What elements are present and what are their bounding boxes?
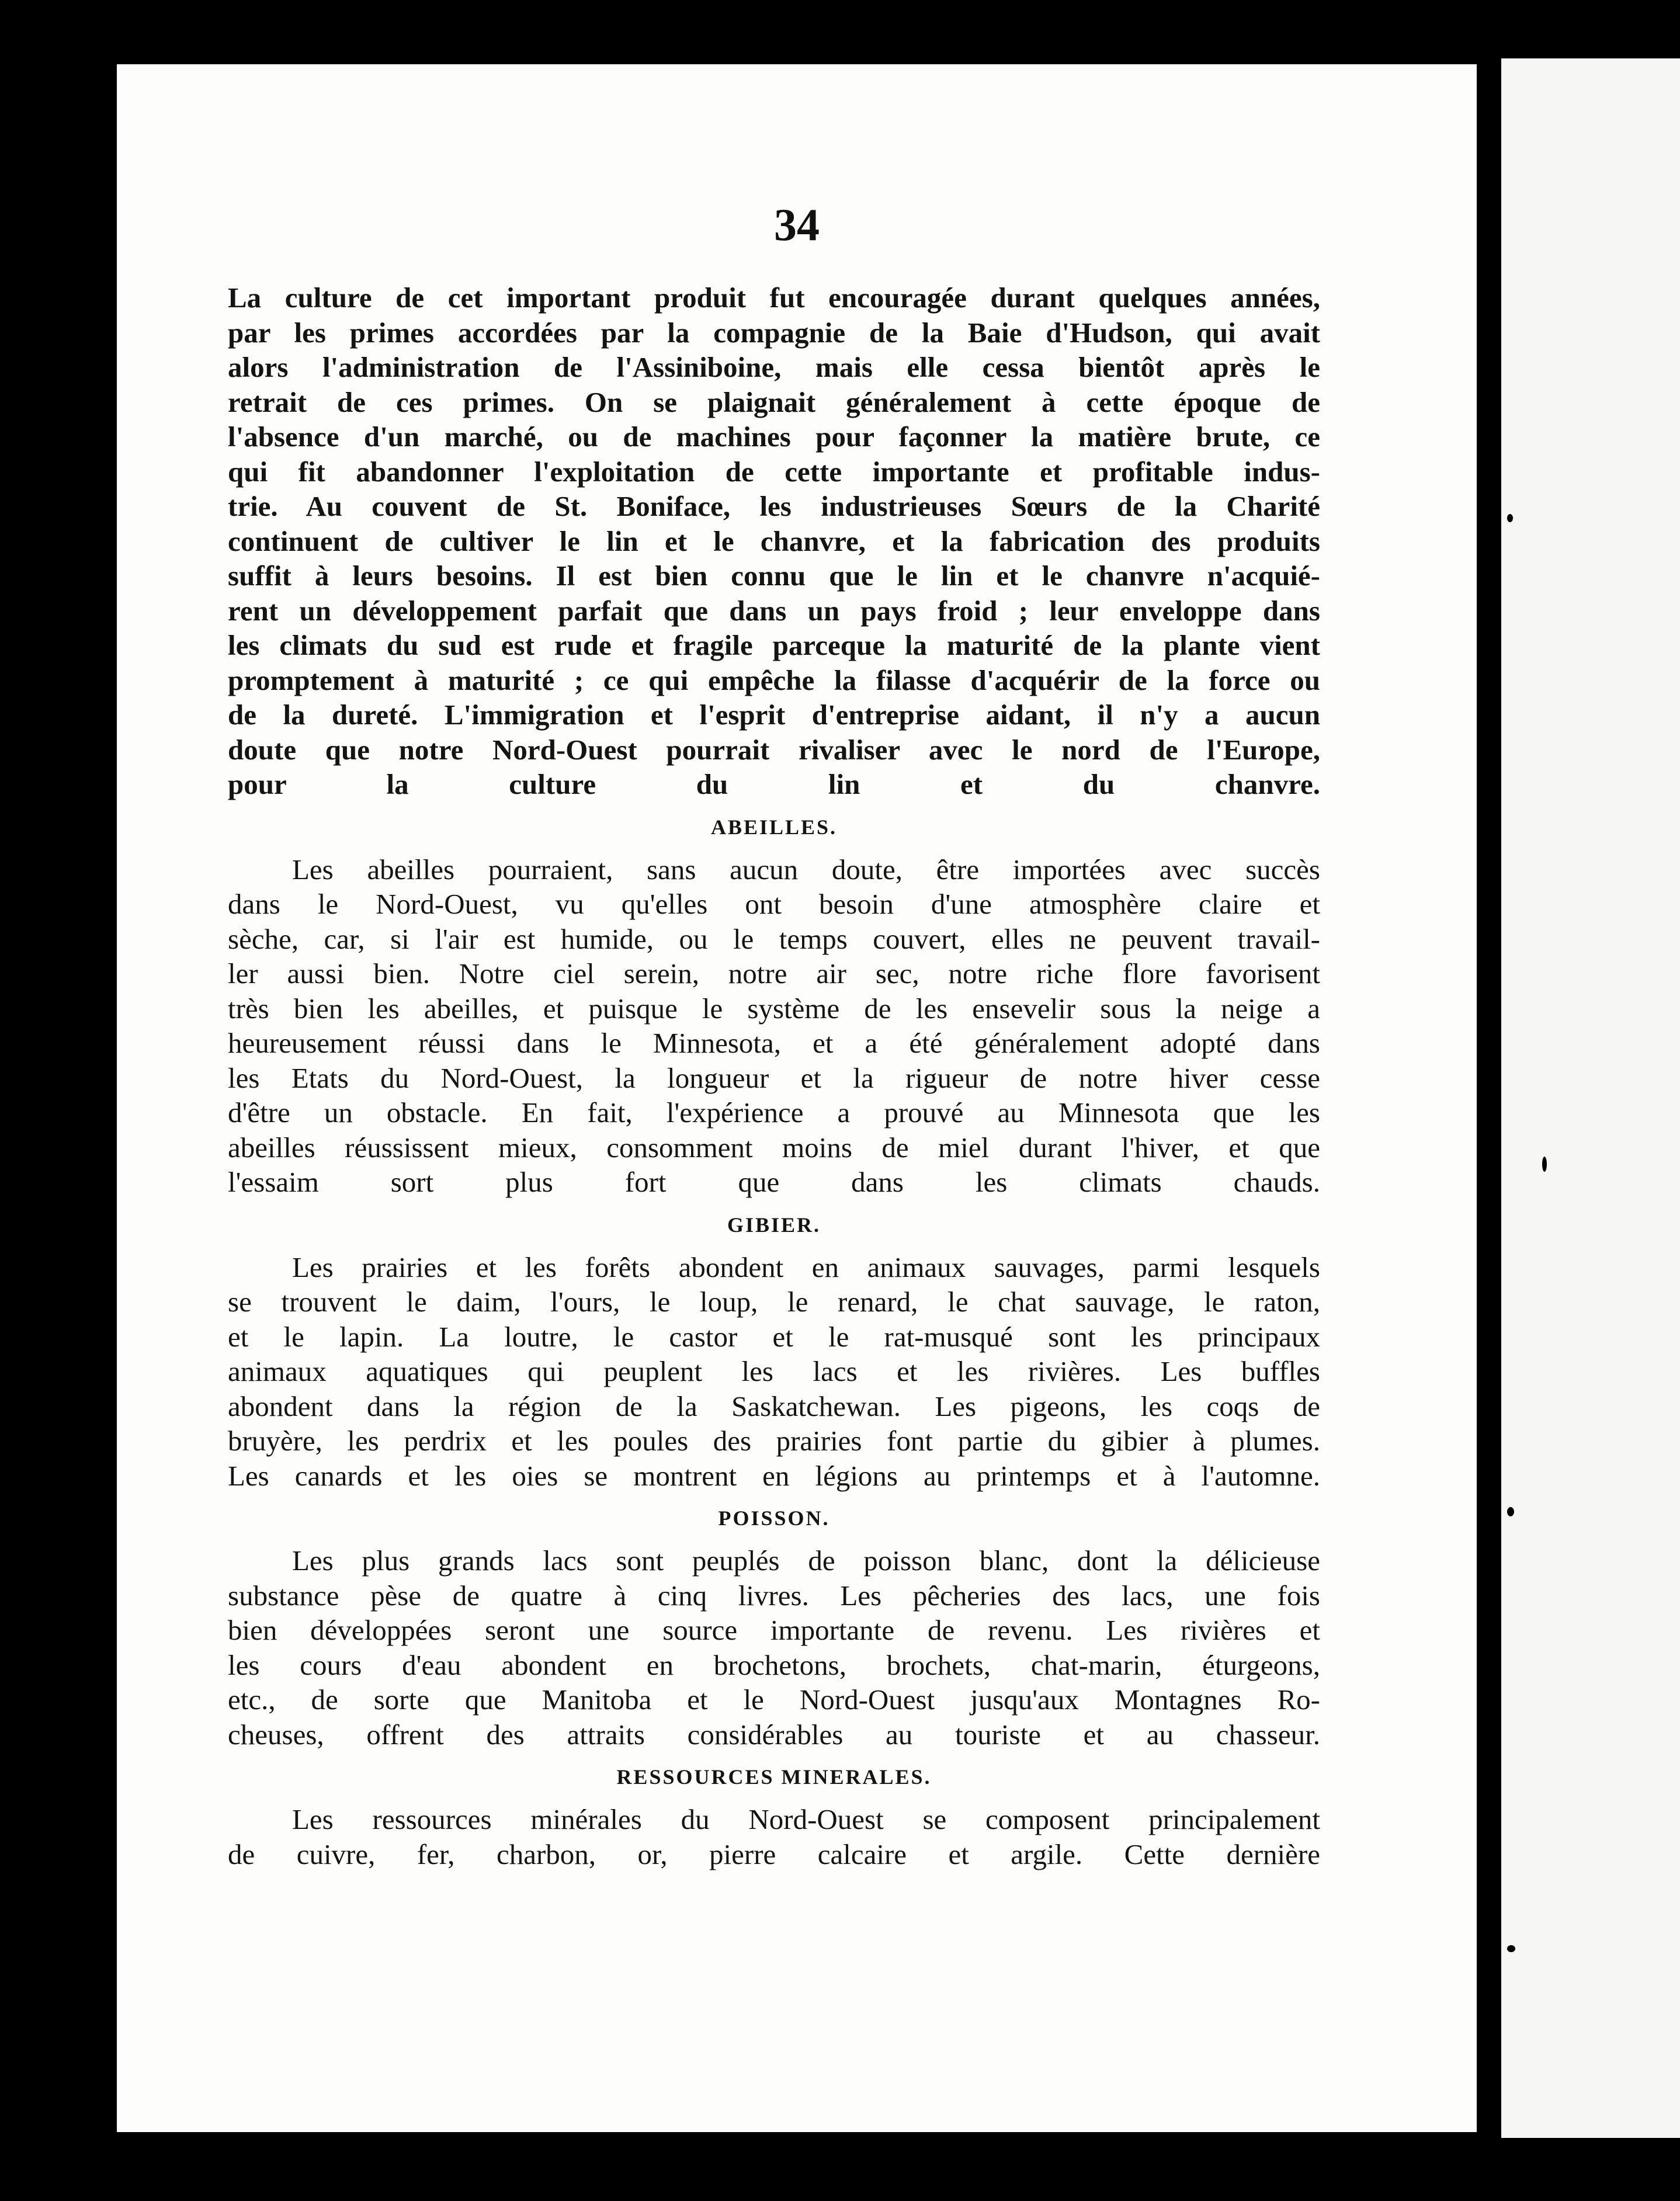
text-line: doute que notre Nord-Ouest pourrait rivaliser avec le nord de l'Europe, [228, 733, 1320, 766]
text-line: d'être un obstacle. En fait, l'expérience a prouvé au Minnesota que les [228, 1096, 1320, 1129]
section-heading-ressources-minerales: RESSOURCES MINERALES. [616, 1765, 932, 1789]
text-line: pour la culture du lin et du chanvre. [228, 768, 1320, 800]
text-line: bien développées seront une source importante de revenu. Les rivières et [228, 1614, 1320, 1646]
text-line: les cours d'eau abondent en brochetons, brochets, chat-marin, éturgeons, [228, 1648, 1320, 1681]
scan-speck [1542, 1157, 1547, 1172]
section-heading-gibier: GIBIER. [727, 1213, 821, 1237]
text-line: et le lapin. La loutre, le castor et le rat-musqué sont les principaux [228, 1320, 1320, 1353]
text-line: bruyère, les perdrix et les poules des prairies font partie du gibier à plumes. [228, 1425, 1320, 1457]
text-line: trie. Au couvent de St. Boniface, les industrieuses Sœurs de la Charité [228, 490, 1320, 522]
text-line: les Etats du Nord-Ouest, la longueur et la rigueur de notre hiver cesse [228, 1061, 1320, 1094]
text-line: sèche, car, si l'air est humide, ou le temps couvert, elles ne peuvent travail- [228, 922, 1320, 955]
text-line: de la dureté. L'immigration et l'esprit d'entreprise aidant, il n'y a aucun [228, 699, 1320, 731]
text-line: l'absence d'un marché, ou de machines pour façonner la matière brute, ce [228, 421, 1320, 453]
document-page [117, 64, 1477, 2132]
paragraph-abeilles [228, 852, 1320, 1200]
text-line: abondent dans la région de la Saskatchewan. Les pigeons, les coqs de [228, 1390, 1320, 1422]
text-line: animaux aquatiques qui peuplent les lacs et les rivières. Les buffles [228, 1355, 1320, 1387]
text-line: La culture de cet important produit fut encouragée durant quelques années, [228, 282, 1320, 314]
text-line: Les prairies et les forêts abondent en animaux sauvages, parmi lesquels [292, 1251, 1320, 1283]
paragraph-lin-chanvre [228, 280, 1320, 802]
text-line: Les canards et les oies se montrent en légions au printemps et à l'automne. [228, 1459, 1320, 1492]
text-line: heureusement réussi dans le Minnesota, et a été généralement adopté dans [228, 1027, 1320, 1059]
paragraph-gibier [228, 1250, 1320, 1494]
scan-speck [1507, 1945, 1515, 1952]
text-line: etc., de sorte que Manitoba et le Nord-Ouest jusqu'aux Montagnes Ro- [228, 1683, 1320, 1716]
text-line: Les abeilles pourraient, sans aucun doute, être importées avec succès [292, 853, 1320, 886]
section-heading-poisson: POISSON. [718, 1506, 830, 1530]
text-line: rent un développement parfait que dans un pays froid ; leur enveloppe dans [228, 594, 1320, 627]
text-line: promptement à maturité ; ce qui empêche la filasse d'acquérir de la force ou [228, 664, 1320, 696]
page-body [228, 280, 1320, 1872]
paragraph-ressources-minerales [228, 1802, 1320, 1872]
text-line: abeilles réussissent mieux, consomment moins de miel durant l'hiver, et que [228, 1131, 1320, 1164]
text-line: cheuses, offrent des attraits considérables au touriste et au chasseur. [228, 1718, 1320, 1751]
text-line: très bien les abeilles, et puisque le système de les ensevelir sous la neige a [228, 992, 1320, 1025]
scan-speck [1507, 1507, 1514, 1516]
text-line: Les ressources minérales du Nord-Ouest se composent principalement [292, 1803, 1320, 1835]
text-line: retrait de ces primes. On se plaignait généralement à cette époque de [228, 386, 1320, 418]
text-line: se trouvent le daim, l'ours, le loup, le renard, le chat sauvage, le raton, [228, 1286, 1320, 1318]
scan-speck [1507, 514, 1513, 522]
page-gutter [1477, 58, 1501, 2138]
page-number: 34 [774, 199, 820, 250]
text-line: par les primes accordées par la compagnie de la Baie d'Hudson, qui avait [228, 316, 1320, 349]
text-line: continuent de cultiver le lin et le chanvre, et la fabrication des produits [228, 525, 1320, 557]
text-line: ler aussi bien. Notre ciel serein, notre air sec, notre riche flore favorisent [228, 957, 1320, 990]
text-line: l'essaim sort plus fort que dans les climats chauds. [228, 1166, 1320, 1198]
text-line: dans le Nord-Ouest, vu qu'elles ont besoin d'une atmosphère claire et [228, 888, 1320, 920]
text-line: Les plus grands lacs sont peuplés de poisson blanc, dont la délicieuse [292, 1544, 1320, 1577]
text-line: alors l'administration de l'Assiniboine, mais elle cessa bientôt après le [228, 351, 1320, 383]
text-line: les climats du sud est rude et fragile parceque la maturité de la plante vient [228, 629, 1320, 661]
text-line: de cuivre, fer, charbon, or, pierre calcaire et argile. Cette dernière [228, 1838, 1320, 1870]
text-line: suffit à leurs besoins. Il est bien connu que le lin et le chanvre n'acquié- [228, 560, 1320, 592]
text-line: qui fit abandonner l'exploitation de cette importante et profitable indus- [228, 455, 1320, 488]
paragraph-poisson [228, 1543, 1320, 1752]
facing-page-edge [1501, 58, 1680, 2138]
text-line: substance pèse de quatre à cinq livres. Les pêcheries des lacs, une fois [228, 1579, 1320, 1612]
section-heading-abeilles: ABEILLES. [710, 815, 838, 839]
